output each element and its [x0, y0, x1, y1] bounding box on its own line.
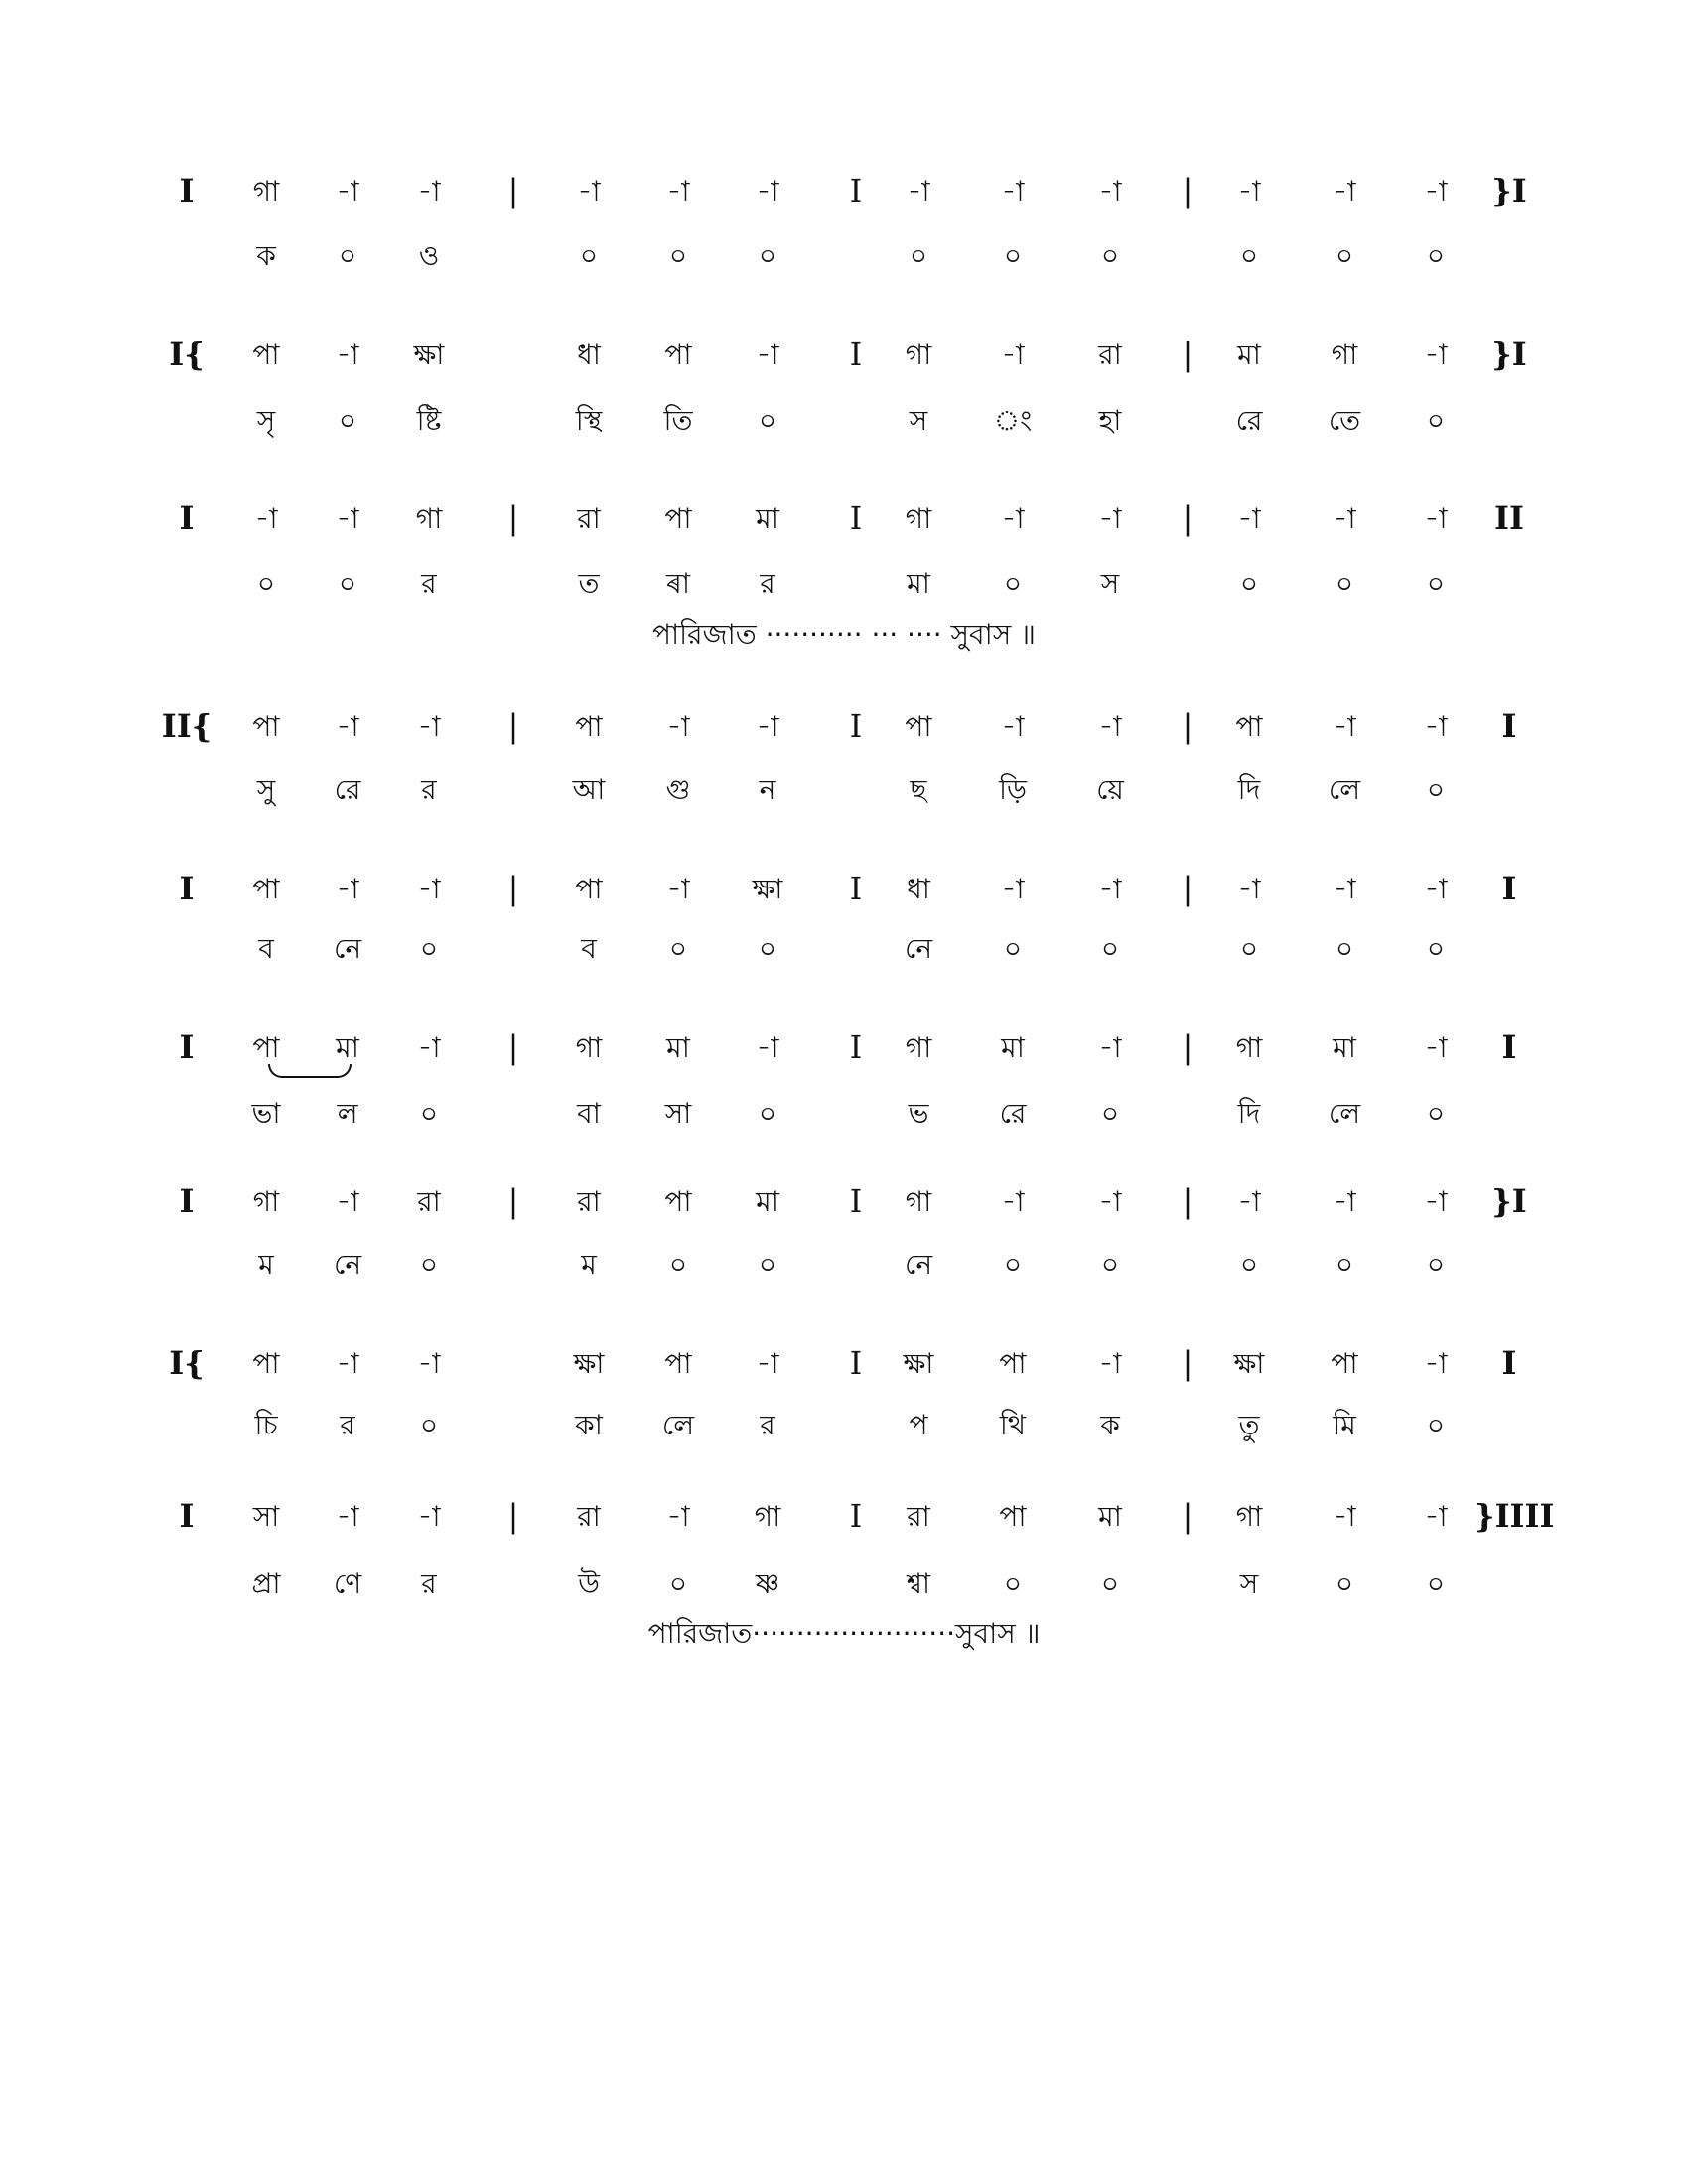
note: -া [1424, 710, 1448, 743]
lyric-syllable: হা [1098, 404, 1122, 437]
lyric-syllable: সৃ [256, 404, 276, 437]
lyric-syllable: নে [333, 1248, 362, 1281]
note: -া [336, 873, 359, 905]
note: -া [1001, 710, 1025, 743]
lyric-syllable: ০ [1335, 1248, 1354, 1281]
lyric-syllable: রে [999, 1097, 1027, 1130]
start-barline: I [179, 499, 195, 537]
note: -া [1424, 339, 1448, 371]
lyric-syllable: ০ [1426, 1097, 1446, 1130]
note: মা [756, 502, 779, 535]
notes-line [0, 166, 1688, 217]
end-barline: I [1501, 1028, 1517, 1066]
lyric-syllable: ন [759, 773, 776, 806]
note: -া [1098, 1347, 1122, 1380]
lyric-syllable: ০ [579, 239, 599, 272]
note: রা [1098, 339, 1122, 371]
lyric-syllable: ০ [1239, 932, 1259, 965]
lyric-syllable: ছ [910, 773, 927, 806]
note: পা [664, 1185, 692, 1218]
note: গা [252, 175, 280, 207]
end-barline: }I [1491, 172, 1527, 209]
notes-line [0, 493, 1688, 545]
note: -া [1424, 1347, 1448, 1380]
refrain-line: পারিজাত ··········· ··· ···· সুবাস ॥ [652, 618, 1036, 651]
lyric-syllable: ০ [1100, 1248, 1120, 1281]
start-barline: I{ [169, 336, 205, 373]
barline: I [849, 499, 863, 537]
barline: | [1182, 1344, 1194, 1382]
note: -া [417, 1031, 441, 1064]
note: -া [1424, 175, 1448, 207]
note: ক্ষা [903, 1347, 934, 1380]
lyric-syllable: ০ [1239, 1248, 1259, 1281]
lyric-syllable: লে [1328, 1097, 1361, 1130]
note: মা [756, 1185, 779, 1218]
lyric-syllable: ০ [1335, 932, 1354, 965]
lyric-syllable: স [909, 404, 928, 437]
lyric-syllable: ব [581, 932, 597, 965]
note: -া [1333, 1185, 1356, 1218]
note: গা [575, 1031, 603, 1064]
note: -া [666, 1500, 690, 1533]
note: -া [417, 873, 441, 905]
lyric-syllable: ০ [1003, 1248, 1023, 1281]
notes-line [0, 701, 1688, 752]
note: গা [252, 1185, 280, 1218]
note: -া [336, 1500, 359, 1533]
lyrics-line [0, 1559, 1688, 1610]
notes-line [0, 330, 1688, 381]
note: গা [754, 1500, 781, 1533]
note: -া [756, 1031, 779, 1064]
lyrics-line [0, 764, 1688, 816]
lyric-syllable: স্থি [575, 404, 603, 437]
lyric-syllable: ণে [333, 1568, 362, 1600]
note: -া [336, 339, 359, 371]
note: -া [1424, 1031, 1448, 1064]
lyric-syllable: স [1100, 567, 1120, 600]
lyric-syllable: মি [1333, 1409, 1356, 1441]
note: গা [905, 1031, 932, 1064]
note: পা [664, 1347, 692, 1380]
note: পা [664, 502, 692, 535]
lyric-syllable: ০ [1426, 773, 1446, 806]
barline: | [507, 1497, 519, 1535]
lyric-syllable: ০ [1100, 932, 1120, 965]
lyrics-line [0, 1088, 1688, 1140]
note: -া [1333, 1500, 1356, 1533]
note: -া [336, 1185, 359, 1218]
lyric-syllable: ক [1100, 1409, 1120, 1441]
note: -া [1237, 175, 1261, 207]
barline: I [849, 870, 863, 907]
lyric-syllable: লে [661, 1409, 695, 1441]
barline: | [507, 707, 519, 745]
note: মা [1333, 1031, 1356, 1064]
notes-line [0, 1023, 1688, 1074]
note: -া [1237, 502, 1261, 535]
lyric-syllable: মা [907, 567, 930, 600]
note: পা [999, 1347, 1027, 1380]
lyric-syllable: ল [337, 1097, 358, 1130]
end-barline: }I [1491, 336, 1527, 373]
note: ধা [907, 873, 930, 905]
lyric-syllable: র [421, 773, 437, 806]
notes-line [0, 1338, 1688, 1390]
lyric-syllable: য়ে [1096, 773, 1124, 806]
lyric-syllable: চি [254, 1409, 278, 1441]
note: -া [577, 175, 601, 207]
lyric-syllable: ০ [1335, 1568, 1354, 1600]
refrain-line: পারিজাত·······················সুবাস ॥ [647, 1617, 1041, 1650]
lyric-syllable: ভা [251, 1097, 281, 1130]
lyric-syllable: বা [577, 1097, 601, 1130]
barline: | [507, 870, 519, 907]
note: মা [1237, 339, 1261, 371]
note: -া [1001, 502, 1025, 535]
note: -া [1001, 1185, 1025, 1218]
note: -া [417, 710, 441, 743]
barline: | [507, 1182, 519, 1220]
lyric-syllable: ০ [419, 932, 439, 965]
lyric-syllable: র [421, 1568, 437, 1600]
lyric-syllable: নে [333, 932, 362, 965]
lyric-syllable: ০ [758, 404, 777, 437]
note: পা [1331, 1347, 1358, 1380]
start-barline: I [179, 1028, 195, 1066]
barline: I [849, 1344, 863, 1382]
lyric-syllable: ০ [1335, 239, 1354, 272]
lyric-syllable: র [760, 1409, 775, 1441]
lyric-syllable: ০ [338, 567, 357, 600]
note: -া [417, 1500, 441, 1533]
lyric-syllable: ম [258, 1248, 274, 1281]
barline: | [1182, 1182, 1194, 1220]
barline: | [1182, 1028, 1194, 1066]
barline: | [507, 499, 519, 537]
start-barline: I [179, 1497, 195, 1535]
note: রা [907, 1500, 930, 1533]
lyrics-line [0, 923, 1688, 975]
note: -া [417, 1347, 441, 1380]
note: -া [336, 1347, 359, 1380]
note: -া [1098, 710, 1122, 743]
lyric-syllable: ০ [668, 1568, 688, 1600]
note: -া [1098, 1031, 1122, 1064]
note: গা [1235, 1031, 1263, 1064]
note: -া [756, 339, 779, 371]
note: গা [905, 502, 932, 535]
lyric-syllable: সা [664, 1097, 692, 1130]
note: গা [415, 502, 443, 535]
lyric-syllable: ০ [1426, 567, 1446, 600]
lyric-syllable: ০ [1239, 239, 1259, 272]
barline: | [1182, 172, 1194, 209]
lyric-syllable: ং [993, 404, 1033, 437]
note: -া [1098, 1185, 1122, 1218]
note: -া [666, 175, 690, 207]
lyric-syllable: ০ [1426, 1409, 1446, 1441]
note: ধা [577, 339, 601, 371]
lyric-syllable: দি [1237, 773, 1261, 806]
lyric-syllable: ০ [1239, 567, 1259, 600]
lyric-syllable: সু [256, 773, 276, 806]
note: গা [1235, 1500, 1263, 1533]
lyric-syllable: তে [1328, 404, 1361, 437]
note: -া [756, 175, 779, 207]
note: -া [756, 710, 779, 743]
lyric-syllable: ০ [419, 1248, 439, 1281]
lyric-syllable: ম [581, 1248, 597, 1281]
lyrics-line [0, 1239, 1688, 1291]
lyric-syllable: ০ [1335, 567, 1354, 600]
lyric-syllable: রে [334, 773, 361, 806]
lyrics-line [0, 395, 1688, 447]
note: পা [252, 339, 280, 371]
lyric-syllable: ০ [1003, 932, 1023, 965]
lyric-syllable: ০ [1426, 1248, 1446, 1281]
note: পা [905, 710, 932, 743]
start-barline: I{ [169, 1344, 205, 1382]
note: -া [1424, 502, 1448, 535]
barline: | [507, 172, 519, 209]
lyric-syllable: তু [1238, 1409, 1260, 1441]
lyric-syllable: ০ [1426, 932, 1446, 965]
lyric-syllable: প্রা [251, 1568, 281, 1600]
note: -া [1333, 710, 1356, 743]
lyric-syllable: ০ [909, 239, 928, 272]
lyric-syllable: কা [575, 1409, 603, 1441]
lyric-syllable: ব [258, 932, 274, 965]
end-barline: I [1501, 707, 1517, 745]
note: -া [254, 502, 278, 535]
barline: I [849, 172, 863, 209]
lyric-syllable: ০ [758, 239, 777, 272]
note: পা [999, 1500, 1027, 1533]
lyric-syllable: ড়ি [999, 773, 1027, 806]
note: রা [577, 502, 601, 535]
start-barline: I [179, 1182, 195, 1220]
barline: | [1182, 707, 1194, 745]
lyric-syllable: ০ [338, 239, 357, 272]
end-barline: }I [1491, 1182, 1527, 1220]
slur-mark [268, 1064, 352, 1078]
barline: | [507, 1028, 519, 1066]
lyric-syllable: তি [663, 404, 693, 437]
note: পা [252, 1031, 280, 1064]
lyric-syllable: ০ [1426, 404, 1446, 437]
barline: I [849, 707, 863, 745]
note: পা [664, 339, 692, 371]
start-barline: I [179, 172, 195, 209]
note: -া [756, 1347, 779, 1380]
note: পা [575, 873, 603, 905]
lyric-syllable: গু [665, 773, 691, 806]
lyric-syllable: নে [904, 932, 933, 965]
lyric-syllable: ০ [1426, 239, 1446, 272]
note: -া [1333, 175, 1356, 207]
note: -া [1424, 873, 1448, 905]
lyric-syllable: ০ [419, 1097, 439, 1130]
barline: I [849, 1497, 863, 1535]
end-barline: I [1501, 870, 1517, 907]
lyric-syllable: র [760, 567, 775, 600]
lyric-syllable: ০ [758, 932, 777, 965]
lyric-syllable: ০ [419, 1409, 439, 1441]
note: গা [1331, 339, 1358, 371]
lyric-syllable: ০ [338, 404, 357, 437]
note: -া [1333, 502, 1356, 535]
lyric-syllable: ০ [256, 567, 276, 600]
lyric-syllable: ০ [668, 1248, 688, 1281]
note: -া [1098, 175, 1122, 207]
barline: | [1182, 336, 1194, 373]
lyric-syllable: ০ [668, 239, 688, 272]
note: পা [252, 873, 280, 905]
lyric-syllable: নে [904, 1248, 933, 1281]
lyric-syllable: ০ [758, 1248, 777, 1281]
lyric-syllable: উ [578, 1568, 600, 1600]
note: পা [1235, 710, 1263, 743]
lyric-syllable: ষ্টি [416, 404, 442, 437]
lyric-syllable: প [909, 1409, 928, 1441]
barline: I [849, 1028, 863, 1066]
lyric-syllable: রে [1235, 404, 1263, 437]
note: -া [1424, 1500, 1448, 1533]
note: -া [1424, 1185, 1448, 1218]
note: রা [577, 1500, 601, 1533]
lyric-syllable: ভ [908, 1097, 929, 1130]
note: -া [666, 873, 690, 905]
end-barline: II [1494, 499, 1524, 537]
barline: I [849, 1182, 863, 1220]
note: -া [1098, 502, 1122, 535]
note: মা [666, 1031, 690, 1064]
note: -া [336, 502, 359, 535]
end-barline: I [1501, 1344, 1517, 1382]
note: মা [336, 1031, 359, 1064]
end-barline: }IIII [1475, 1497, 1555, 1535]
note: -া [1001, 175, 1025, 207]
lyric-syllable: ০ [668, 932, 688, 965]
lyric-syllable: ষ্ণ [755, 1568, 780, 1600]
lyric-syllable: ০ [1100, 1097, 1120, 1130]
lyric-syllable: ত [578, 567, 600, 600]
note: -া [336, 710, 359, 743]
lyrics-line [0, 1400, 1688, 1451]
lyrics-line [0, 558, 1688, 610]
note: ক্ষা [1233, 1347, 1265, 1380]
note: -া [666, 710, 690, 743]
note: মা [1098, 1500, 1122, 1533]
note: পা [252, 1347, 280, 1380]
note: পা [252, 710, 280, 743]
start-barline: I [179, 870, 195, 907]
lyrics-line [0, 230, 1688, 282]
note: -া [1333, 873, 1356, 905]
lyric-syllable: ০ [1003, 1568, 1023, 1600]
barline: | [1182, 1497, 1194, 1535]
lyric-syllable: ০ [758, 1097, 777, 1130]
barline: | [1182, 870, 1194, 907]
note: ক্ষা [573, 1347, 605, 1380]
note: -া [1098, 873, 1122, 905]
note: গা [905, 1185, 932, 1218]
note: -া [336, 175, 359, 207]
lyric-syllable: ৰা [666, 567, 690, 600]
lyric-syllable: ০ [1003, 239, 1023, 272]
note: -া [417, 175, 441, 207]
notes-line [0, 1491, 1688, 1543]
note: রা [577, 1185, 601, 1218]
lyric-syllable: শ্বা [906, 1568, 931, 1600]
lyric-syllable: স [1239, 1568, 1259, 1600]
lyric-syllable: আ [572, 773, 606, 806]
note: -া [1001, 339, 1025, 371]
note: গা [905, 339, 932, 371]
barline: I [849, 336, 863, 373]
lyric-syllable: ০ [1003, 567, 1023, 600]
lyric-syllable: র [340, 1409, 355, 1441]
note: সা [252, 1500, 280, 1533]
lyric-syllable: থি [999, 1409, 1027, 1441]
lyric-syllable: র [421, 567, 437, 600]
note: ক্ষা [413, 339, 445, 371]
lyric-syllable: ০ [1100, 1568, 1120, 1600]
notes-line [0, 1176, 1688, 1228]
start-barline: II{ [161, 707, 212, 745]
note: -া [907, 175, 930, 207]
note: -া [1237, 1185, 1261, 1218]
note: -া [1001, 873, 1025, 905]
lyric-syllable: দি [1237, 1097, 1261, 1130]
lyric-syllable: ০ [1100, 239, 1120, 272]
barline: | [1182, 499, 1194, 537]
note: মা [1001, 1031, 1025, 1064]
lyric-syllable: ০ [1426, 1568, 1446, 1600]
note: পা [575, 710, 603, 743]
note: -া [1237, 873, 1261, 905]
note: ক্ষা [752, 873, 783, 905]
lyric-syllable: ও [418, 239, 440, 272]
note: রা [417, 1185, 441, 1218]
lyric-syllable: লে [1328, 773, 1361, 806]
notes-line [0, 864, 1688, 915]
lyric-syllable: ক [256, 239, 276, 272]
